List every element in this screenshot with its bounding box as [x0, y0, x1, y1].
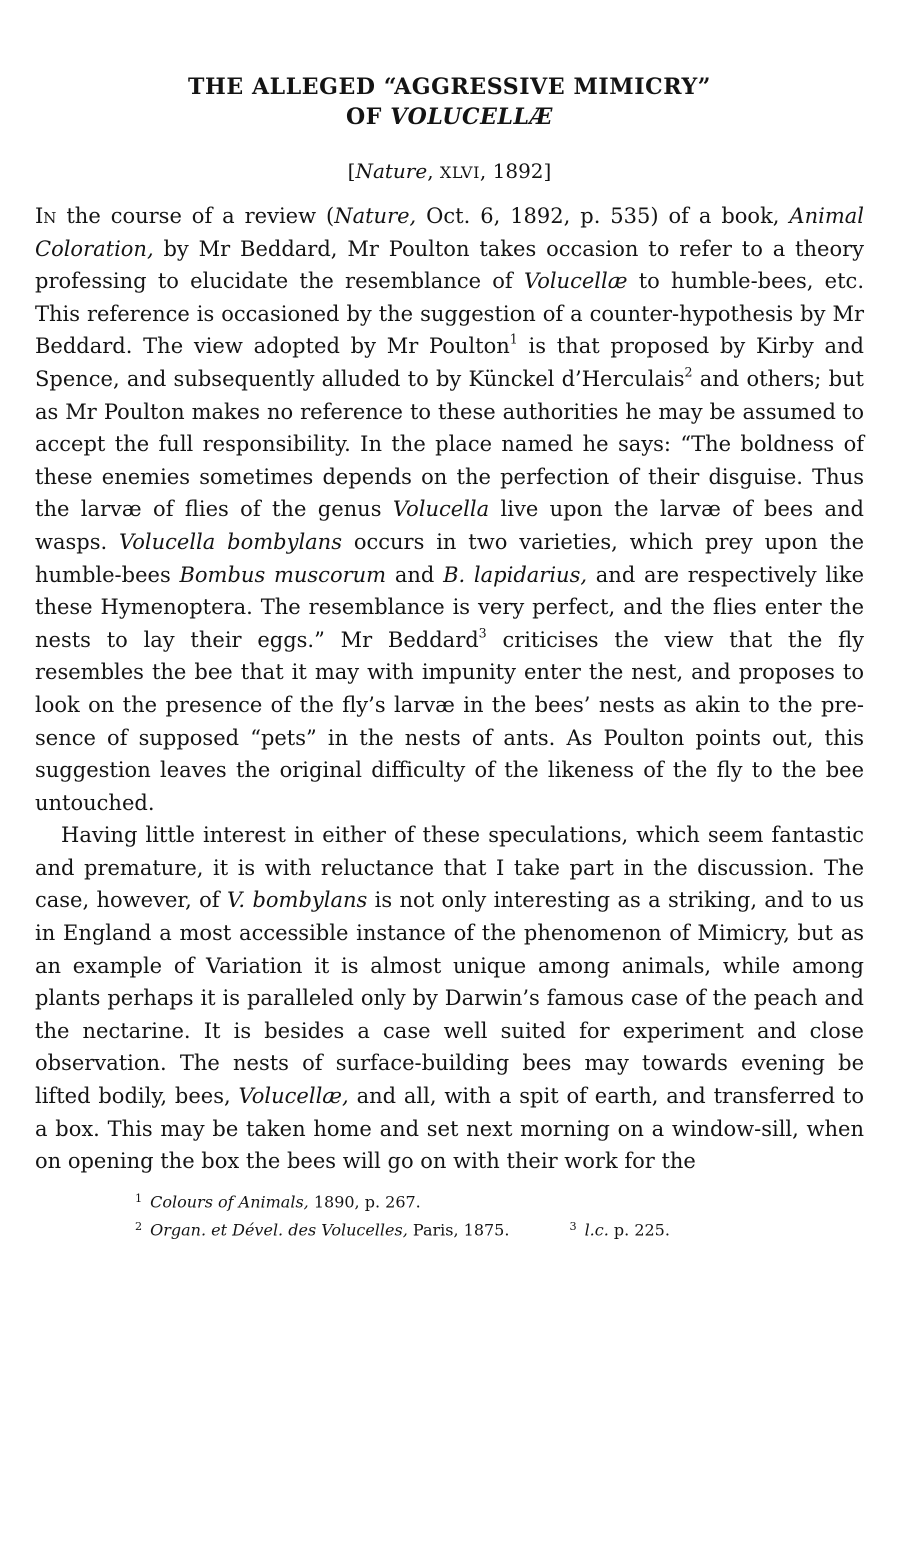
source-journal: Nature	[355, 159, 428, 183]
paragraph1-run-plain: Oct. 6, 1892, p. 535) of a book,	[416, 204, 790, 228]
footnote-3-title: l.c.	[584, 1221, 609, 1240]
paragraph1-run-plain: by Mr Beddard, Mr Poulton takes occasion to refer to a theory professing to elucidate the resemblance of	[35, 236, 864, 294]
paragraph1-run-plain: and	[386, 562, 444, 587]
chapter-title-prefix: OF	[346, 104, 391, 130]
paragraph1-run-plain: is that proposed by Kirby and Spence, and subsequently alluded to by Künckel d’Herculais	[35, 334, 864, 391]
paragraph2-run-plain: Having little interest in either of these speculations, which seem fantastic and premature, it is with reluctance that I take part in the discussion. The case, however, of	[35, 823, 864, 913]
paragraph1-run-plain: the course of a review (	[56, 204, 335, 228]
paragraph1-run-footnote-ref: 1	[509, 331, 518, 347]
paragraph1-run-footnote-ref: 2	[684, 364, 693, 380]
source-citation	[35, 158, 864, 186]
footnotes	[35, 1186, 864, 1243]
chapter-title	[35, 72, 864, 132]
footnote-3-detail: p. 225.	[608, 1221, 670, 1240]
paragraph-2	[35, 819, 864, 1178]
paragraph1-run-smallcaps: n	[43, 204, 57, 228]
source-comma: ,	[427, 159, 440, 183]
chapter-title-line-1: THE ALLEGED “AGGRESSIVE MIMICRY”	[187, 74, 712, 100]
paragraph1-run-italic: Animal Coloration,	[35, 204, 864, 261]
paragraph1-run-plain: occurs in two varieties, which prey upon the humble-bees	[35, 529, 864, 587]
footnote-1	[135, 1186, 864, 1215]
source-volume: XLVI	[439, 163, 480, 182]
paragraph1-run-plain: to humble-bees, etc. This reference is occasioned by the suggestion of a counter-hypothesis by Mr Beddard. The view adopted by Mr Poulton	[35, 269, 864, 359]
paragraph1-run-italic: Volucella	[392, 497, 490, 522]
body-text	[35, 200, 864, 1178]
footnote-3-mark: 3	[569, 1220, 577, 1234]
paragraph-1	[35, 200, 864, 819]
paragraph2-run-italic: Volucellæ,	[238, 1084, 349, 1109]
paragraph2-run-italic: V. bombylans	[226, 888, 368, 913]
paragraph1-run-italic: Bombus muscorum	[179, 562, 387, 587]
footnote-2-3-line	[135, 1214, 864, 1243]
footnote-2-detail: Paris, 1875.	[407, 1221, 510, 1240]
paragraph1-run-plain: and others; but as Mr Poulton makes no reference to these authorities he may be assumed to accept the full responsibility. In the place named he says: “The boldness of these enemies sometimes depends on the perfection of their disguise. Thus the larvæ of flies of the genus	[35, 366, 864, 522]
footnote-2-title: Organ. et Dével. des Volucelles,	[150, 1221, 408, 1240]
footnote-1-detail: 1890, p. 267.	[308, 1192, 421, 1212]
paragraph1-run-plain: criticises the view that the fly resembles the bee that it may with impunity enter the nest, and proposes to look on the presence of the fly’s larvæ in the bees’ nests as akin to the presence of supposed “pets” in the nests of ants. As Poulton points out, this suggestion leaves the original difficulty of the likeness of the fly to the bee untouched.	[35, 627, 864, 815]
footnote-1-mark: 1	[135, 1191, 143, 1205]
paragraph1-run-plain: live upon the larvæ of bees and wasps.	[35, 497, 864, 554]
source-year: , 1892]	[479, 159, 552, 183]
source-bracket-open: [	[347, 159, 356, 183]
paragraph1-run-plain: I	[35, 204, 44, 228]
paragraph1-run-footnote-ref: 3	[478, 625, 487, 641]
paragraph1-run-italic: B. lapidarius,	[443, 562, 588, 587]
paragraph2-run-plain: is not only interesting as a striking, and to us in England a most accessible instance of the phenomenon of Mimicry, but as an example of Variation it is almost unique among animals, while among plants perhaps it is paralleled only by Darwin’s famous case of the peach and the nectarine. It is besides a case well suited for experiment and close observation. The nests of surface-building bees may towards evening be lifted bodily, bees,	[35, 888, 864, 1109]
paragraph1-run-italic: Volucella bombylans	[119, 529, 342, 554]
chapter-title-genus: VOLUCELLÆ	[390, 104, 553, 130]
paragraph1-run-italic: Nature,	[334, 204, 417, 228]
paragraph1-run-plain: and are respectively like these Hymenoptera. The resemblance is very perfect, and the flies enter the nests to lay their eggs.” Mr Beddard	[35, 562, 864, 652]
paragraph2-run-plain: and all, with a spit of earth, and transferred to a box. This may be taken home and set next morning on a window-sill, when on opening the box the bees will go on with their work for the	[35, 1084, 864, 1174]
paragraph1-run-italic: Volucellæ	[523, 269, 628, 294]
footnote-1-title: Colours of Animals,	[150, 1192, 309, 1212]
footnote-2-mark: 2	[135, 1220, 143, 1234]
chapter-title-line-2	[35, 102, 864, 132]
